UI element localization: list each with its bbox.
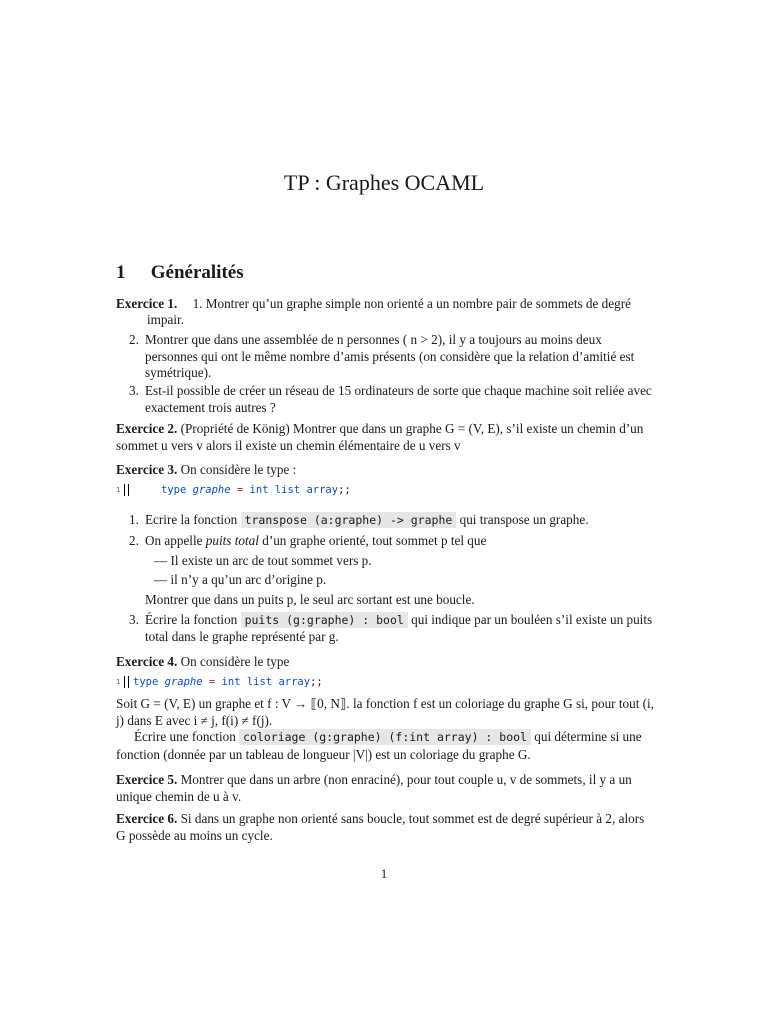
exercise-5-text: Montrer que dans un arbre (non enraciné), pour tout couple u, v de sommets, il y a un unique chemin de u à v.	[116, 772, 632, 804]
ex3-item3-after: qui indique par un bouléen s’il existe un puits	[411, 612, 653, 627]
section-title: Généralités	[150, 262, 244, 283]
code-listing-1	[116, 484, 351, 496]
code-equals: =	[208, 676, 216, 688]
section-heading	[116, 262, 244, 284]
exercise-1-label: Exercice 1.	[116, 296, 178, 311]
bullet-2-text: il n’y a qu’un arc d’origine p.	[170, 572, 327, 587]
ex3-item3-num: 3.	[129, 612, 139, 627]
exercise-6	[116, 811, 654, 844]
ex3-item2-emphasis: puits total	[205, 533, 259, 548]
exercise-4-intro: On considère le type	[180, 654, 290, 669]
code-type: int	[249, 484, 269, 496]
ex3-item2-text	[145, 533, 654, 550]
exercise-2	[116, 421, 654, 454]
exercise-3	[116, 462, 654, 479]
ex4-paragraph-1: Soit G = (V, E) un graphe et f : V → ⟦0, N⟧. la fonction f est un coloriage du graphe G si, pour tout (i, j) dans E avec i ≠ j, f(i) ≠ f(j).	[116, 696, 655, 728]
ex4-paragraph-2	[116, 729, 654, 746]
ex3-item1-num: 1.	[129, 512, 139, 527]
listing-bar	[124, 484, 129, 496]
ex1-item3-num: 3.	[129, 383, 139, 398]
code-keyword: type	[161, 484, 187, 496]
ex3-item3-text	[145, 612, 654, 629]
code-listing-2	[116, 676, 323, 688]
ex1-item2-num: 2.	[129, 332, 139, 347]
bullet-dash: —	[154, 553, 168, 568]
code-terminator: ;;	[310, 676, 323, 688]
exercise-1-header	[116, 296, 654, 313]
listing-line-number: 1	[116, 678, 121, 686]
ex1-item1-cont: impair.	[147, 312, 184, 327]
exercise-2-text: (Propriété de König) Montrer que dans un graphe G = (V, E), s’il existe un chemin d’un sommet u vers v alors il existe un chemin élémentaire de u vers v	[116, 421, 644, 453]
code-terminator: ;;	[338, 484, 351, 496]
code-transpose: transpose (a:graphe) -> graphe	[241, 512, 457, 528]
code-type: array	[306, 484, 339, 496]
ex1-item2-text: Montrer que dans une assemblée de n personnes ( n > 2), il y a toujours au moins deux personnes qui ont le même nombre d’amis présents (on considère que la relation d’amitié est symétrique).	[145, 332, 635, 380]
exercise-5-label: Exercice 5.	[116, 772, 178, 787]
listing-bar	[124, 676, 129, 688]
bullet-dash: —	[154, 572, 168, 587]
ex3-item1-before: Ecrire la fonction	[145, 512, 238, 527]
bullet-2	[154, 572, 326, 588]
exercise-2-label: Exercice 2.	[116, 421, 178, 436]
section-number: 1	[116, 262, 126, 283]
exercise-5	[116, 772, 654, 805]
code-type: list	[274, 484, 301, 496]
ex4-p2-before: Écrire une fonction	[134, 729, 236, 744]
page-title: TP : Graphes OCAML	[283, 170, 485, 195]
exercise-6-text: Si dans un graphe non orienté sans boucle, tout sommet est de degré supérieur à 2, alors G possède au moins un cycle.	[116, 811, 645, 843]
ex3-item2-before: On appelle	[145, 533, 203, 548]
ex4-paragraph-2-line2: fonction (donnée par un tableau de longueur |V|) est un coloriage du graphe G.	[116, 747, 531, 762]
code-equals: =	[236, 484, 244, 496]
ex1-item1-num: 1.	[192, 296, 203, 311]
code-puits: puits (g:graphe) : bool	[241, 612, 408, 628]
bullet-1	[154, 553, 372, 569]
code-coloriage: coloriage (g:graphe) (f:int array) : bool	[239, 729, 531, 745]
code-type-name: graphe	[164, 676, 203, 688]
page-number: 1	[380, 866, 388, 881]
code-keyword: type	[133, 676, 159, 688]
listing-line-number: 1	[116, 486, 121, 494]
ex3-item3-before: Écrire la fonction	[145, 612, 238, 627]
ex3-item1-text	[145, 512, 654, 529]
code-type: int	[221, 676, 241, 688]
exercise-4	[116, 654, 654, 671]
code-type-name: graphe	[192, 484, 231, 496]
bullet-1-text: Il existe un arc de tout sommet vers p.	[170, 553, 372, 568]
ex1-item3-text: Est-il possible de créer un réseau de 15 ordinateurs de sorte que chaque machine soit reliée avec exactement trois autres ?	[145, 383, 652, 415]
code-type: array	[278, 676, 311, 688]
ex3-item2-num: 2.	[129, 533, 139, 548]
ex3-item2-after: d’un graphe orienté, tout sommet p tel que	[262, 533, 487, 548]
exercise-3-intro: On considère le type :	[180, 462, 297, 477]
ex3-item3-line2: total dans le graphe représenté par g.	[145, 629, 339, 644]
exercise-6-label: Exercice 6.	[116, 811, 178, 826]
exercise-3-label: Exercice 3.	[116, 462, 178, 477]
ex3-item2-conclusion: Montrer que dans un puits p, le seul arc sortant est une boucle.	[145, 592, 475, 607]
ex3-item1-after: qui transpose un graphe.	[459, 512, 589, 527]
exercise-4-label: Exercice 4.	[116, 654, 178, 669]
ex1-item1-text: Montrer qu’un graphe simple non orienté a un nombre pair de sommets de degré	[205, 296, 631, 311]
ex4-p2-after: qui détermine si une	[534, 729, 642, 744]
code-type: list	[246, 676, 273, 688]
